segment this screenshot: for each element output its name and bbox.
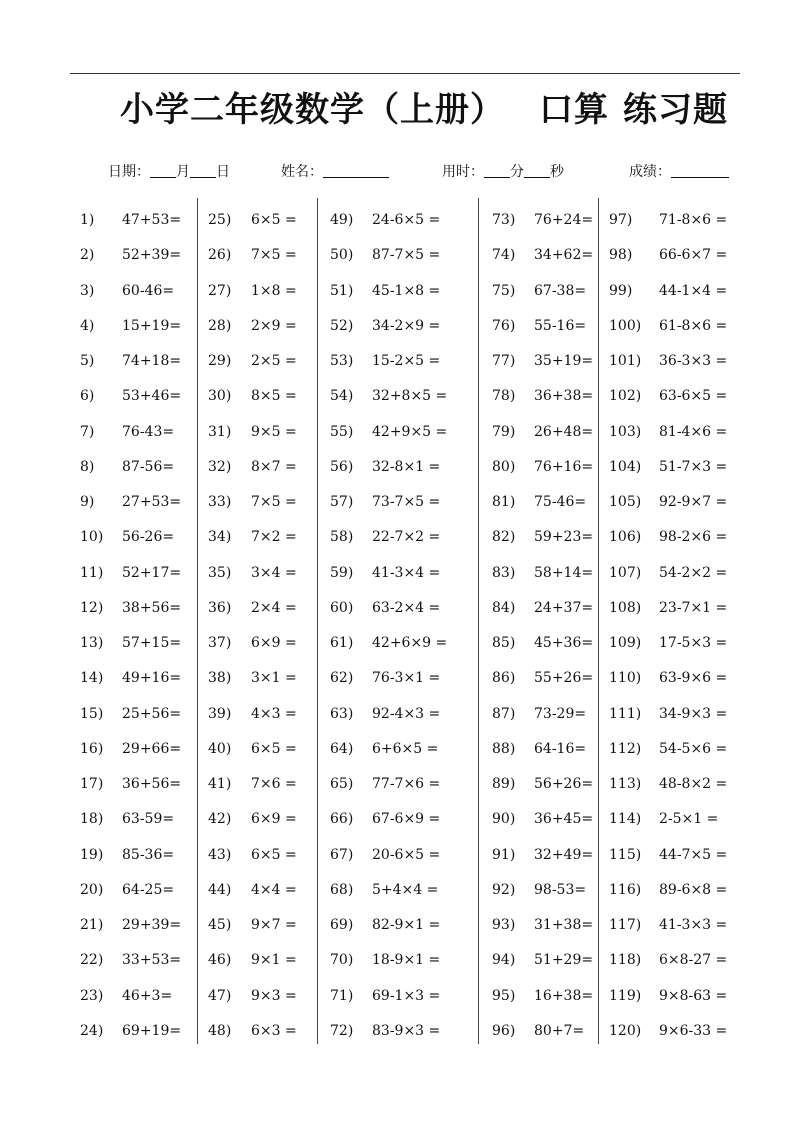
name-blank[interactable] (323, 163, 389, 178)
problem-number: 40) (208, 740, 232, 757)
problem-expression: 44-7×5 = (659, 846, 728, 863)
problem-number: 15) (80, 705, 104, 722)
problem-number: 70) (330, 952, 354, 969)
problem-number: 106) (609, 529, 642, 546)
problem-expression: 73-7×5 = (372, 494, 441, 510)
problem-number: 23) (80, 987, 104, 1004)
problem-number: 24) (80, 1022, 104, 1039)
problem-number: 8) (80, 458, 95, 475)
day-blank[interactable] (190, 163, 216, 178)
problem-number: 1) (80, 212, 95, 228)
problem-expression: 6×8-27 = (659, 952, 728, 969)
problem-number: 10) (80, 529, 104, 546)
problem-number: 105) (609, 494, 642, 510)
name-field (281, 160, 389, 184)
problem-number: 76) (492, 317, 516, 334)
problem-expression: 15+19= (122, 317, 182, 334)
problem-number: 89) (492, 776, 516, 792)
problem-number: 38) (208, 670, 232, 687)
problem-number: 60) (330, 599, 354, 616)
problem-number: 32) (208, 458, 232, 475)
problem-number: 45) (208, 917, 232, 933)
problem-number: 102) (609, 388, 642, 405)
problem-expression: 63-9×6 = (659, 670, 728, 687)
problem-number: 119) (609, 987, 642, 1004)
problem-number: 58) (330, 529, 354, 546)
page-title (120, 86, 728, 134)
problem-expression: 9×5 = (251, 423, 297, 440)
problem-number: 75) (492, 282, 516, 299)
problem-number: 9) (80, 494, 95, 510)
problem-number: 4) (80, 317, 95, 334)
problem-expression: 76-3×1 = (372, 670, 441, 687)
problem-expression: 55+26= (534, 670, 594, 687)
problem-number: 21) (80, 917, 104, 933)
problem-number: 74) (492, 247, 516, 264)
problem-expression: 2×9 = (251, 317, 297, 334)
problem-expression: 60-46= (122, 282, 175, 299)
problem-number: 109) (609, 635, 642, 651)
problem-number: 110) (609, 670, 642, 687)
problem-number: 54) (330, 388, 354, 405)
problem-expression: 71-8×6 = (659, 212, 728, 228)
problem-number: 55) (330, 423, 354, 440)
problem-number: 3) (80, 282, 95, 299)
problem-number: 107) (609, 564, 642, 581)
problem-number: 12) (80, 599, 104, 616)
problem-expression: 38+56= (122, 599, 182, 616)
problem-expression: 48-8×2 = (659, 776, 728, 792)
problem-expression: 24-6×5 = (372, 212, 441, 228)
problem-number: 116) (609, 881, 642, 898)
problem-expression: 6×5 = (251, 212, 297, 228)
problem-number: 91) (492, 846, 516, 863)
problem-expression: 52+39= (122, 247, 182, 264)
score-field (629, 160, 729, 184)
problem-expression: 31+38= (534, 917, 594, 933)
problem-number: 14) (80, 670, 104, 687)
problem-expression: 34-2×9 = (372, 317, 441, 334)
problem-expression: 25+56= (122, 705, 182, 722)
problem-expression: 8×7 = (251, 458, 297, 475)
problem-number: 84) (492, 599, 516, 616)
problem-number: 65) (330, 776, 354, 792)
problem-expression: 76-43= (122, 423, 175, 440)
top-rule (70, 73, 740, 74)
problem-number: 57) (330, 494, 354, 510)
problem-number: 50) (330, 247, 354, 264)
minute-label: 分 (510, 164, 524, 180)
problem-expression: 24+37= (534, 599, 594, 616)
problem-expression: 54-5×6 = (659, 740, 728, 757)
time-label: 用时： (442, 164, 484, 180)
problem-number: 27) (208, 282, 232, 299)
problem-number: 99) (609, 282, 633, 299)
problem-expression: 66-6×7 = (659, 247, 728, 264)
problem-expression: 2×4 = (251, 599, 297, 616)
problem-expression: 6+6×5 = (372, 740, 439, 757)
problem-number: 69) (330, 917, 354, 933)
problem-expression: 63-6×5 = (659, 388, 728, 405)
problem-number: 41) (208, 776, 232, 792)
problem-expression: 9×7 = (251, 917, 297, 933)
problem-expression: 55-16= (534, 317, 587, 334)
problem-expression: 49+16= (122, 670, 182, 687)
problem-number: 80) (492, 458, 516, 475)
problem-number: 47) (208, 987, 232, 1004)
problem-expression: 9×3 = (251, 987, 297, 1004)
problem-number: 49) (330, 212, 354, 228)
problem-expression: 32-8×1 = (372, 458, 441, 475)
time-field (442, 160, 564, 184)
problem-number: 46) (208, 952, 232, 969)
problem-expression: 3×1 = (251, 670, 297, 687)
problem-expression: 2-5×1 = (659, 811, 719, 828)
problem-expression: 29+66= (122, 740, 182, 757)
problem-expression: 23-7×1 = (659, 599, 728, 616)
problem-number: 117) (609, 917, 642, 933)
problem-number: 98) (609, 247, 633, 264)
problem-expression: 74+18= (122, 353, 182, 369)
score-label: 成绩： (629, 164, 671, 180)
problem-expression: 77-7×6 = (372, 776, 441, 792)
problem-expression: 45-1×8 = (372, 282, 441, 299)
problem-expression: 89-6×8 = (659, 881, 728, 898)
problem-number: 82) (492, 529, 516, 546)
problem-number: 101) (609, 353, 642, 369)
problem-expression: 41-3×4 = (372, 564, 441, 581)
problem-expression: 44-1×4 = (659, 282, 728, 299)
problem-number: 108) (609, 599, 642, 616)
problem-number: 95) (492, 987, 516, 1004)
problem-number: 37) (208, 635, 232, 651)
column-divider (317, 198, 318, 1044)
problem-expression: 34+62= (534, 247, 594, 264)
problem-number: 36) (208, 599, 232, 616)
problem-number: 13) (80, 635, 104, 651)
problem-expression: 2×5 = (251, 353, 297, 369)
problem-expression: 80+7= (534, 1022, 585, 1039)
problem-number: 72) (330, 1022, 354, 1039)
problem-number: 67) (330, 846, 354, 863)
problem-expression: 20-6×5 = (372, 846, 441, 863)
problem-expression: 67-38= (534, 282, 587, 299)
problem-number: 61) (330, 635, 354, 651)
problem-expression: 29+39= (122, 917, 182, 933)
problem-number: 19) (80, 846, 104, 863)
title-main: 小学二年级数学（上册） (120, 90, 505, 130)
problem-number: 51) (330, 282, 354, 299)
problem-expression: 6×9 = (251, 811, 297, 828)
problem-expression: 36+56= (122, 776, 182, 792)
problem-expression: 6×5 = (251, 846, 297, 863)
second-label: 秒 (550, 164, 564, 180)
problem-expression: 17-5×3 = (659, 635, 728, 651)
problem-expression: 54-2×2 = (659, 564, 728, 581)
problem-expression: 56+26= (534, 776, 594, 792)
problem-expression: 92-9×7 = (659, 494, 728, 510)
problem-number: 31) (208, 423, 232, 440)
problem-expression: 64-16= (534, 740, 587, 757)
problem-expression: 9×6-33 = (659, 1022, 728, 1039)
month-blank[interactable] (150, 163, 176, 178)
problem-expression: 42+6×9 = (372, 635, 448, 651)
problem-number: 87) (492, 705, 516, 722)
problem-expression: 34-9×3 = (659, 705, 728, 722)
problem-number: 83) (492, 564, 516, 581)
problem-number: 7) (80, 423, 95, 440)
problem-expression: 41-3×3 = (659, 917, 728, 933)
problem-expression: 1×8 = (251, 282, 297, 299)
problem-expression: 3×4 = (251, 564, 297, 581)
problem-expression: 32+8×5 = (372, 388, 448, 405)
problem-expression: 6×9 = (251, 635, 297, 651)
problem-expression: 56-26= (122, 529, 175, 546)
problem-number: 26) (208, 247, 232, 264)
problem-expression: 5+4×4 = (372, 881, 439, 898)
problem-expression: 87-7×5 = (372, 247, 441, 264)
problem-expression: 42+9×5 = (372, 423, 448, 440)
problem-expression: 47+53= (122, 212, 182, 228)
problem-expression: 85-36= (122, 846, 175, 863)
date-label: 日期： (108, 164, 150, 180)
problem-number: 39) (208, 705, 232, 722)
problem-expression: 9×1 = (251, 952, 297, 969)
problem-number: 53) (330, 353, 354, 369)
problem-number: 88) (492, 740, 516, 757)
problem-expression: 7×5 = (251, 494, 297, 510)
problem-number: 18) (80, 811, 104, 828)
problem-number: 44) (208, 881, 232, 898)
problem-number: 114) (609, 811, 642, 828)
problem-number: 5) (80, 353, 95, 369)
problem-expression: 36+38= (534, 388, 594, 405)
problem-expression: 8×5 = (251, 388, 297, 405)
problem-expression: 63-2×4 = (372, 599, 441, 616)
problem-number: 120) (609, 1022, 642, 1039)
problem-expression: 76+16= (534, 458, 594, 475)
problem-expression: 32+49= (534, 846, 594, 863)
problem-expression: 16+38= (534, 987, 594, 1004)
problem-number: 25) (208, 212, 232, 228)
problem-expression: 67-6×9 = (372, 811, 441, 828)
problem-expression: 36-3×3 = (659, 353, 728, 369)
column-divider (598, 198, 599, 1044)
problem-expression: 58+14= (534, 564, 594, 581)
problem-expression: 75-46= (534, 494, 587, 510)
problem-expression: 64-25= (122, 881, 175, 898)
problem-expression: 51-7×3 = (659, 458, 728, 475)
problem-number: 11) (80, 564, 104, 581)
problem-number: 77) (492, 353, 516, 369)
problem-number: 118) (609, 952, 642, 969)
problem-expression: 9×8-63 = (659, 987, 728, 1004)
problem-expression: 6×3 = (251, 1022, 297, 1039)
problem-number: 64) (330, 740, 354, 757)
problem-number: 104) (609, 458, 642, 475)
problem-number: 78) (492, 388, 516, 405)
date-field (108, 160, 230, 184)
problem-expression: 59+23= (534, 529, 594, 546)
problem-number: 34) (208, 529, 232, 546)
problem-number: 16) (80, 740, 104, 757)
problem-number: 93) (492, 917, 516, 933)
problem-expression: 61-8×6 = (659, 317, 728, 334)
problem-expression: 7×6 = (251, 776, 297, 792)
problem-number: 68) (330, 881, 354, 898)
column-divider (478, 198, 479, 1044)
problem-expression: 15-2×5 = (372, 353, 441, 369)
problem-expression: 92-4×3 = (372, 705, 441, 722)
column-divider (197, 198, 198, 1044)
problem-number: 85) (492, 635, 516, 651)
problem-number: 20) (80, 881, 104, 898)
problem-number: 66) (330, 811, 354, 828)
problem-expression: 73-29= (534, 705, 587, 722)
problem-expression: 26+48= (534, 423, 594, 440)
minute-blank[interactable] (484, 163, 510, 178)
problem-number: 81) (492, 494, 516, 510)
problem-number: 2) (80, 247, 95, 264)
problem-expression: 82-9×1 = (372, 917, 441, 933)
title-sub2: 练习题 (623, 90, 728, 130)
problem-expression: 27+53= (122, 494, 182, 510)
problem-expression: 63-59= (122, 811, 175, 828)
problem-expression: 51+29= (534, 952, 594, 969)
problem-number: 92) (492, 881, 516, 898)
problem-number: 71) (330, 987, 354, 1004)
problem-expression: 57+15= (122, 635, 182, 651)
problem-expression: 22-7×2 = (372, 529, 441, 546)
problem-number: 42) (208, 811, 232, 828)
problem-number: 62) (330, 670, 354, 687)
problem-number: 6) (80, 388, 95, 405)
problem-number: 112) (609, 740, 642, 757)
problem-number: 63) (330, 705, 354, 722)
problem-expression: 87-56= (122, 458, 175, 475)
problem-number: 17) (80, 776, 104, 792)
problem-number: 22) (80, 952, 104, 969)
problem-number: 96) (492, 1022, 516, 1039)
problem-expression: 35+19= (534, 353, 594, 369)
problem-expression: 76+24= (534, 212, 594, 228)
problem-number: 35) (208, 564, 232, 581)
problem-expression: 7×5 = (251, 247, 297, 264)
problem-number: 30) (208, 388, 232, 405)
problem-number: 90) (492, 811, 516, 828)
problem-expression: 6×5 = (251, 740, 297, 757)
problem-number: 115) (609, 846, 642, 863)
name-label: 姓名： (281, 164, 323, 180)
problem-number: 48) (208, 1022, 232, 1039)
problem-expression: 53+46= (122, 388, 182, 405)
problem-expression: 98-53= (534, 881, 587, 898)
problem-number: 73) (492, 212, 516, 228)
problem-expression: 69+19= (122, 1022, 182, 1039)
problem-number: 111) (609, 705, 642, 722)
problem-expression: 4×3 = (251, 705, 297, 722)
score-blank[interactable] (671, 163, 729, 178)
problem-expression: 45+36= (534, 635, 594, 651)
problem-number: 97) (609, 212, 633, 228)
problem-number: 103) (609, 423, 642, 440)
problem-number: 43) (208, 846, 232, 863)
problem-expression: 81-4×6 = (659, 423, 728, 440)
second-blank[interactable] (524, 163, 550, 178)
problem-number: 86) (492, 670, 516, 687)
problem-expression: 36+45= (534, 811, 594, 828)
info-row (0, 160, 800, 184)
problem-expression: 4×4 = (251, 881, 297, 898)
problem-expression: 83-9×3 = (372, 1022, 441, 1039)
month-label: 月 (176, 164, 190, 180)
problem-number: 59) (330, 564, 354, 581)
problem-number: 113) (609, 776, 642, 792)
problem-expression: 18-9×1 = (372, 952, 441, 969)
problem-number: 94) (492, 952, 516, 969)
day-label: 日 (216, 164, 230, 180)
problem-expression: 69-1×3 = (372, 987, 441, 1004)
problem-expression: 46+3= (122, 987, 173, 1004)
problem-number: 52) (330, 317, 354, 334)
problem-expression: 33+53= (122, 952, 182, 969)
problem-expression: 7×2 = (251, 529, 297, 546)
problem-number: 28) (208, 317, 232, 334)
problem-number: 100) (609, 317, 642, 334)
problem-number: 56) (330, 458, 354, 475)
title-sub1: 口算 (539, 90, 609, 130)
problem-expression: 98-2×6 = (659, 529, 728, 546)
problem-number: 79) (492, 423, 516, 440)
problem-number: 29) (208, 353, 232, 369)
problem-number: 33) (208, 494, 232, 510)
problem-expression: 52+17= (122, 564, 182, 581)
